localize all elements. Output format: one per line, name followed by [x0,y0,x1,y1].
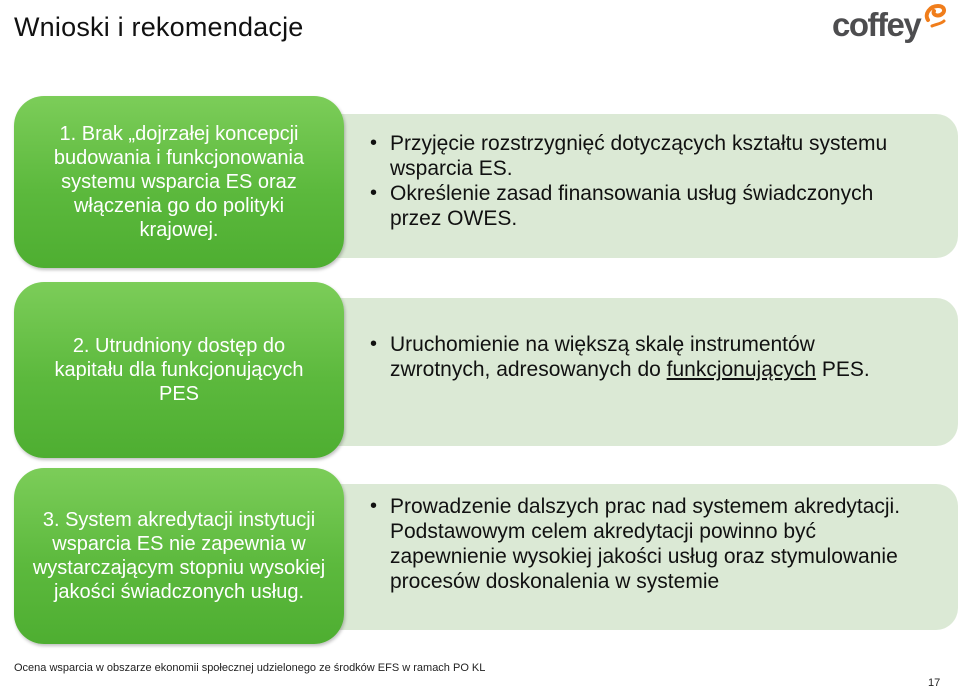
page-title: Wnioski i rekomendacje [14,12,304,42]
finding-box-1 [14,96,344,268]
logo-wordmark: coffey [832,6,921,43]
finding-box-3 [14,468,344,644]
footer-text: Ocena wsparcia w obszarze ekonomii społecznej udzielonego ze środków EFS w ramach PO KL [14,662,486,674]
coffey-logo [832,2,950,46]
bullet-item [370,332,910,382]
underlined-link[interactable]: funkcjonujących [666,358,817,381]
recommendation-text-1 [370,131,910,231]
recommendation-text-3 [370,494,910,594]
finding-box-2 [14,282,344,458]
bullet-item: • Prowadzenie dalszych prac nad systemem akredytacji. Podstawowym celem akredytacji powinno być zapewnienie wysokiej jakości usług oraz stymulowanie procesów doskonalenia w systemie [370,494,910,594]
page-number: 17 [928,677,941,689]
bullet-item: • Przyjęcie rozstrzygnięć dotyczących kształtu systemu wsparcia ES. [370,131,910,181]
finding-label: 2. Utrudniony dostęp do kapitału dla funkcjonujących PES [54,335,304,405]
coffey-swirl-logo-icon [922,2,948,32]
bullet-text: PES. [816,358,870,381]
bullet-text: Uruchomienie na większą skalę instrumentów zwrotnych, adresowanych do [390,333,815,381]
recommendation-text-2 [370,332,910,382]
finding-label: 1. Brak „dojrzałej koncepcji budowania i funkcjonowania systemu wsparcia ES oraz włączenia go do polityki krajowej. [53,123,305,241]
bullet-item: • Określenie zasad finansowania usług świadczonych przez OWES. [370,181,910,231]
finding-label: 3. System akredytacji instytucji wsparcia ES nie zapewnia w wystarczającym stopniu wysokiej jakości świadczonych usług. [32,509,326,603]
